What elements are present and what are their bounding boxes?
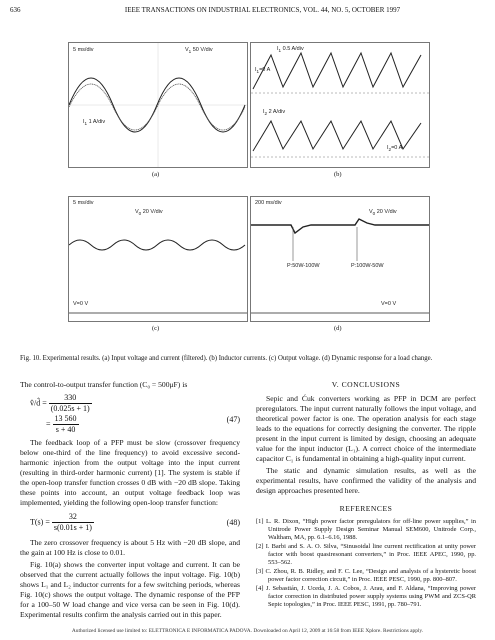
fig-a-label: (a) [152, 171, 160, 178]
inductor-current-1-trace [253, 53, 421, 89]
fig-c-timebase: 5 ms/div [73, 200, 94, 206]
figure-10a [68, 42, 248, 168]
references-heading: REFERENCES [339, 504, 393, 513]
fig-d-step2: P:100W-50W [351, 263, 384, 269]
reference-item: [3] C. Zhou, R. B. Ridley, and F. C. Lee, “Design and analysis of a hysteretic boost power factor correction circuit,” in Proc. IEEE PESC, 1990, pp. 800–807. [256, 568, 476, 583]
fig-d-label: (d) [334, 325, 342, 332]
paragraph-conclusion-2: The static and dynamic simulation results, as well as the experimental results, have confirmed the validity of the analysis and design approaches presented here. [256, 466, 476, 495]
output-voltage-trace [69, 240, 245, 250]
reference-item: [2] I. Barbi and S. A. O. Silva, “Sinusoidal line current rectification at unity power factor with boost quasiresonant converters,” in Proc. IEEE APEC, 1990, pp. 553–562. [256, 543, 476, 566]
fig-b-label: (b) [334, 171, 342, 178]
equation-48: T(s) = $\frac{32}{s(0.01s + 1)}$ (48) [30, 512, 240, 532]
figure-10d-plot [251, 197, 429, 321]
journal-title: IEEE TRANSACTIONS ON INDUSTRIAL ELECTRONICS, VOL. 44, NO. 5, OCTOBER 1997 [124, 6, 401, 14]
fig-d-timebase: 200 ms/div [255, 200, 282, 206]
figure-10c [68, 196, 248, 322]
fig-c-zero: V=0 V [73, 301, 89, 307]
page-number: 636 [10, 6, 21, 14]
paragraph-conclusion-1: Sepic and Ćuk converters working as PFP in DCM are perfect preregulators. The input current naturally follows the input voltage, and theoretical power factor is one. The operation analysis for each stage leads to the equations for correctly designing the converter. The ripple present in the input current is limited by design, choosing an adequate value for the input inductor (L₁). A correct choice of the intermediate capacitor C₁ is fundamental in obtaining a high-quality input current. [256, 394, 476, 463]
fig-a-voltage-scale: $V_1$ 50 V/div [185, 47, 213, 55]
transfer-intro: The control-to-output transfer function (C₀ = 500μF) is [20, 380, 188, 389]
paragraph-crossover: The zero crossover frequency is about 5 Hz with −20 dB slope, and the gain at 100 Hz is close to 0.01. [20, 538, 240, 557]
fig-a-current-scale: $I_1$ 1 A/div [83, 119, 106, 127]
fig-c-label: (c) [152, 325, 160, 332]
reference-item: [1] L. R. Dixon, “High power factor preregulators for off-line power supplies,” in Unitrode Power Supply Design Seminar Manual SEM600, Unitrode Corp., Waltham, MA, pp. 6.1–6.16, 1988. [256, 518, 476, 541]
license-footer: Authorized licensed use limited to: ELETTRONICA E INFORMATICA PADOVA. Downloaded on April 12, 2009 at 16:58 from IEEE Xplore. Restrictions apply. [71, 628, 424, 634]
fig-b-i1-zero: $I_1=0$ A [255, 67, 271, 75]
fig-b-i2-scale: $I_2$ 2 A/div [263, 109, 286, 117]
reference-item: [4] J. Sebastián, J. Uceda, J. A. Cobos, J. Arau, and F. Aldana, “Improving power factor correction in distributed power supply systems using PWM and ZCS-QR Sepic topologies,” in Proc. IEEE PESC, 1991, pp. 780–791. [256, 585, 476, 608]
equation-48-number: (48) [226, 518, 240, 527]
equation-47-number: (47) [226, 415, 240, 424]
paragraph-feedback: The feedback loop of a PFP must be slow (crossover frequency below one-third of the line frequency) to avoid excessive second-harmonic injection from the output voltage into the input current (resulting in third-order harmonic current) [1]. The system is stable if the open-loop transfer function crosses 0 dB with −20 dB slope. Taking these points into account, an output voltage feedback loop was implemented, yielding the following open-loop transfer function: [20, 438, 240, 507]
equation-47: v̂/d̂ = $\frac{330}{(0.025s + 1)}$ = $\frac{13 560}{s + 40}$ (47) [30, 393, 240, 434]
figure-10b-plot [251, 43, 429, 167]
figure-10a-plot [69, 43, 247, 167]
fig-d-voltage-scale: $V_0$ 20 V/div [369, 209, 397, 217]
fig-d-zero: V=0 V [381, 301, 397, 307]
figure-10b [250, 42, 430, 168]
figure-10d [250, 196, 430, 322]
left-column [20, 380, 240, 622]
reference-list [256, 518, 476, 609]
page-header [10, 6, 485, 14]
fig-c-voltage-scale: $V_0$ 20 V/div [135, 209, 163, 217]
fig-b-i1-scale: $I_1$ 0.5 A/div [277, 46, 304, 54]
conclusions-heading: V. CONCLUSIONS [331, 380, 401, 389]
fig-d-step1: P:50W-100W [287, 263, 320, 269]
fig-a-timebase: 5 ms/div [73, 47, 94, 53]
fig-b-i2-zero: $I_2=0$ A [387, 145, 403, 153]
paragraph-results: Fig. 10(a) shows the converter input voltage and current. It can be observed that the current actually follows the input voltage. Fig. 10(b) shows L₁ and L₂ inductor currents for a few switching periods, whereas Fig. 10(c) shows the output voltage. The dynamic response of the PFP for a 100–50 W load change and vice versa can be seen in Fig. 10(d). Experimental results confirm the analysis carried out in this paper. [20, 560, 240, 619]
figure-caption: Fig. 10. Experimental results. (a) Input voltage and current (filtered). (b) Inductor currents. (c) Output voltage. (d) Dynamic response for a load change. [20, 355, 433, 362]
right-column [256, 380, 476, 610]
dynamic-response-trace [251, 219, 429, 233]
